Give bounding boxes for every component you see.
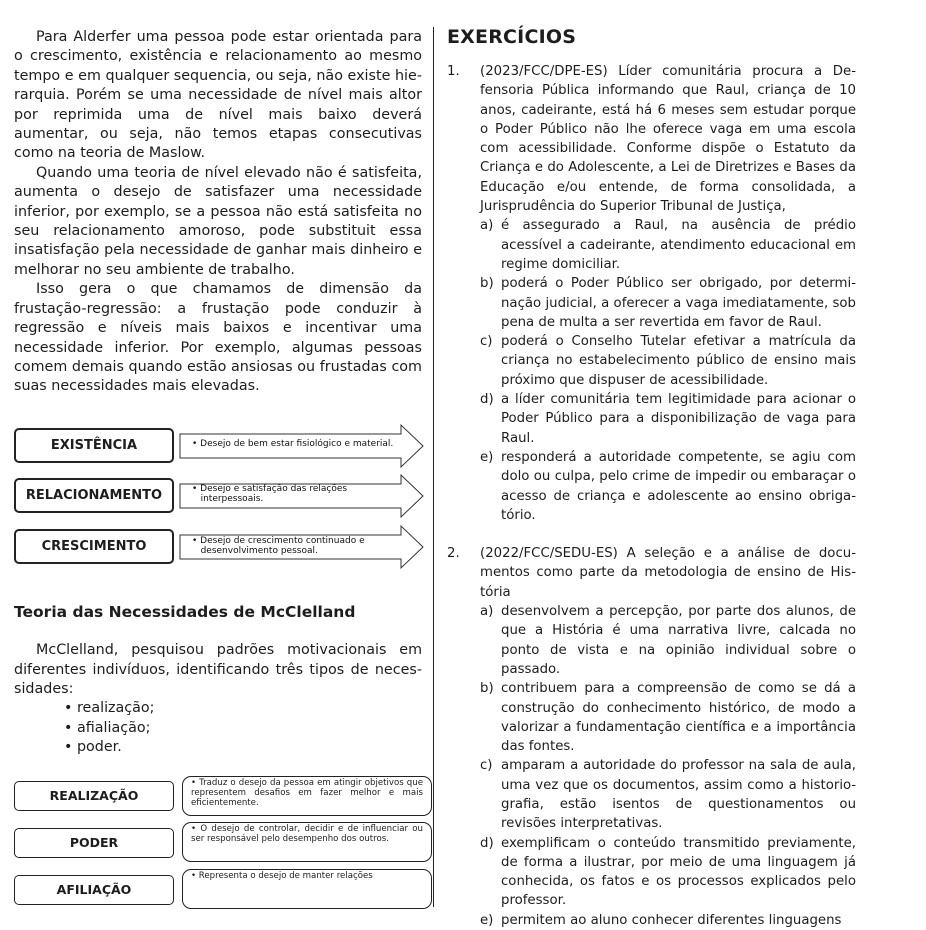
left-column [14, 28, 422, 916]
need-desc-affiliation: • Representa o desejo de manter relações [182, 869, 432, 909]
option-letter: c) [480, 334, 493, 350]
right-column [447, 26, 856, 930]
erg-row-existence [14, 424, 426, 468]
list-item: • afialiação; [64, 719, 151, 736]
option-text: poderá o Poder Público ser obrigado, por determinação judicial, a oferecer a vaga imediatamente, sob pena de multa a ser revertida em favor de Raul. [501, 276, 856, 330]
option-letter: d) [480, 392, 494, 408]
paragraph-mcclelland: McClelland, pesquisou padrões motivacionais em diferentes indivíduos, identificando três tipos de necessidades: [14, 642, 422, 697]
exercises-title: EXERCÍCIOS [447, 26, 577, 48]
section-title-mcclelland: Teoria das Necessidades de McClelland [14, 602, 356, 621]
option-text: é assegurado a Raul, na ausência de prédio acessível a cadeirante, atendimento educacional em regime domiciliar. [501, 218, 856, 272]
need-label-power: PODER [14, 828, 174, 858]
erg-label-growth: CRESCIMENTO [14, 529, 174, 564]
erg-desc-relationship: • Desejo e satisfação das relações interpessoais. [192, 483, 348, 505]
answer-option [480, 911, 856, 930]
answer-option [480, 756, 856, 833]
option-letter: c) [480, 758, 493, 774]
answer-option [480, 448, 856, 525]
question-1 [447, 62, 856, 525]
list-item: • realização; [64, 700, 155, 717]
paragraph-alderfer: Para Alderfer uma pessoa pode estar orientada para o crescimento, existência e relacionamento ao mesmo tempo e em qualquer sequencia, ou seja, não existe hierarquia. Porém se uma necessidade de nível mais altor por reprimida uma de nível mais baixo deverá aumentar, ou seja, não temos etapas consecutivas como na teoria de Maslow. [14, 29, 422, 162]
need-label-achievement: REALIZAÇÃO [14, 781, 174, 811]
erg-label-relationship: RELACIONAMENTO [14, 478, 174, 513]
question-number: 1. [447, 64, 460, 79]
option-text: exemplificam o conteúdo transmitido previamente, de forma a ilustrar, por meio de uma linguagem já conhecida, os fatos e os processos explicados pelo professor. [501, 835, 856, 909]
paragraph-regression: Isso gera o que chamamos de dimensão da frustação-regressão: a frustação pode conduzir à regressão e níveis mais baixos e incentivar uma necessidade inferior. Por exemplo, algumas pessoas comem demais quando estão ansiosas ou frustadas com suas necessidades mais elevadas. [14, 281, 422, 395]
needs-diagram [14, 776, 426, 916]
answer-option [480, 602, 856, 679]
option-letter: e) [480, 912, 494, 928]
paragraph-frustration: Quando uma teoria de nível elevado não é satisfeita, aumenta o desejo de satisfazer uma necessidade inferior, por exemplo, se a pessoa não está satisfeita no seu relacionamento amoroso, pode substituit essa insatisfação pela necessidade de ganhar mais dinheiro e melhorar no seu ambiente de trabalho. [14, 164, 422, 278]
erg-desc-existence: • Desejo de bem estar fisiológico e material. [192, 438, 394, 449]
option-text: responderá a autoridade competente, se agiu com dolo ou culpa, pelo crime de impedir ou embaraçar o acesso de criança e adolescente ao ensino obrigatório. [501, 449, 856, 523]
erg-label-existence: EXISTÊNCIA [14, 428, 174, 463]
question-stem: (2022/FCC/SEDU-ES) A seleção e a análise de documentos como parte da metodologia de ensino de História [480, 546, 856, 600]
option-text: desenvolvem a percepção, por parte dos alunos, de que a História é uma narrativa livre, calcada no ponto de vista e na opinião individual sobre o passado. [501, 604, 856, 677]
option-letter: a) [480, 218, 494, 234]
option-letter: e) [480, 449, 494, 465]
option-text: permitem ao aluno conhecer diferentes linguagens [501, 912, 842, 928]
option-text: poderá o Conselho Tutelar efetivar a matrícula da criança no estabelecimento público de ensino mais próximo que dispuser de acessibilidade. [501, 334, 856, 388]
question-2 [447, 544, 856, 930]
answer-option [480, 390, 856, 448]
option-text: a líder comunitária tem legitimidade para acionar o Poder Público para a disponibilização de vaga para Raul. [501, 392, 856, 446]
option-text: amparam a autoridade do professor na sala de aula, uma vez que os documentos, assim como a historiografia, estão isentos de questionamentos ou revisões interpretativas. [501, 758, 856, 832]
erg-diagram [14, 424, 426, 574]
question-stem: (2023/FCC/DPE-ES) Líder comunitária procura a Defensoria Pública informando que Raul, criança de 10 anos, cadeirante, está há 6 meses sem estudar porque o Poder Público não lhe oferece vaga em uma escola com acessibilidade. Conforme dispõe o Estatuto da Criança e do Adolescente, a Lei de Diretrizes e Bases da Educação e/ou entende, de forma consolidada, a Jurisprudência do Superior Tribunal de Justiça, [480, 64, 856, 215]
list-item: • poder. [64, 739, 122, 756]
option-letter: a) [480, 604, 494, 620]
answer-option [480, 679, 856, 756]
question-number: 2. [447, 546, 460, 562]
erg-desc-growth: • Desejo de crescimento continuado e desenvolvimento pessoal. [192, 535, 365, 557]
answer-option [480, 216, 856, 274]
need-label-affiliation: AFILIAÇÃO [14, 875, 174, 905]
option-letter: b) [480, 681, 494, 697]
need-desc-achievement: • Traduz o desejo da pessoa em atingir objetivos que representem desafios em fazer melhor e mais eficientemente. [182, 776, 432, 816]
column-divider [433, 27, 434, 907]
option-letter: b) [480, 276, 494, 292]
erg-row-growth [14, 525, 426, 569]
answer-option [480, 332, 856, 390]
option-letter: d) [480, 835, 494, 851]
answer-option [480, 274, 856, 332]
erg-row-relationship [14, 474, 426, 518]
answer-option [480, 834, 856, 911]
option-text: contribuem para a compreensão de como se dá a construção do conhecimento histórico, de modo a valorizar a fundamentação científica e a importância das fontes. [501, 681, 856, 755]
need-desc-power: • O desejo de controlar, decidir e de influenciar ou ser responsável pelo desempenho dos outros. [182, 822, 432, 862]
